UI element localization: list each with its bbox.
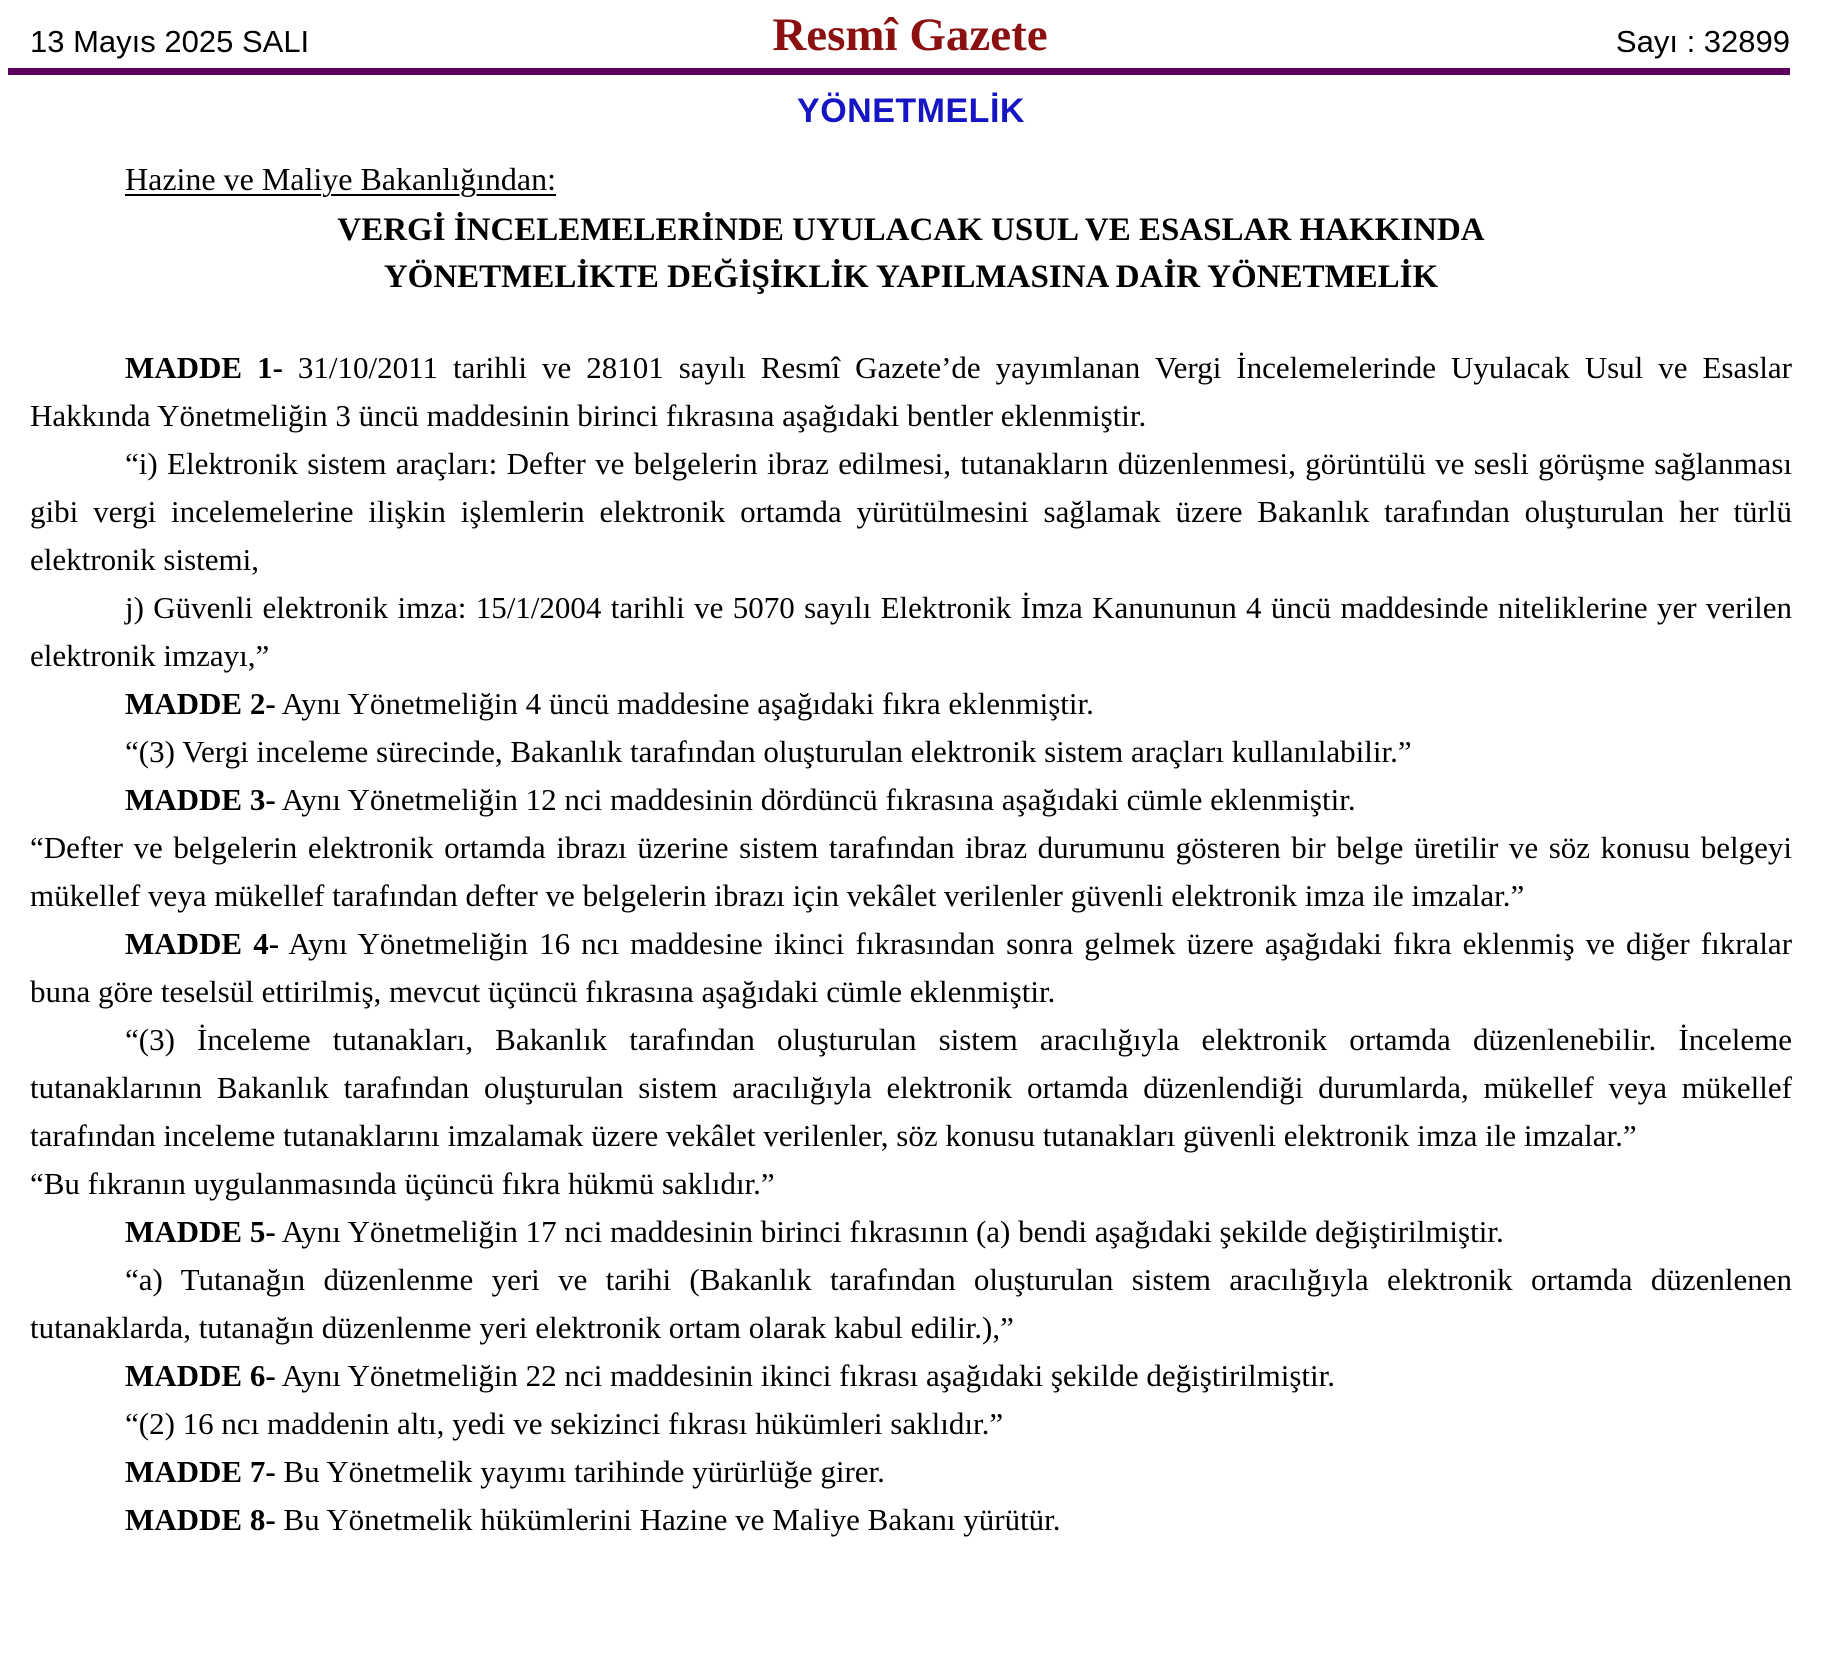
article-1-clause-i-text: “i) Elektronik sistem araçları: Defter ve belgelerin ibraz edilmesi, tutanakların düzenlenmesi, görüntülü ve sesli görüşme sağlanması gibi vergi incelemelerine ilişkin işlemlerin elektronik ortamda yürütülmesini sağlamak üzere Bakanlık tarafından oluşturulan her türlü elektronik sistemi, [30, 446, 1792, 577]
gazette-title: Resmî Gazete [772, 9, 1048, 61]
article-1 [30, 344, 1792, 440]
article-3 [30, 776, 1792, 824]
article-8 [30, 1496, 1792, 1544]
article-4-label: MADDE 4- [125, 926, 280, 961]
article-3-label: MADDE 3- [125, 782, 276, 817]
article-6-clause-text: “(2) 16 ncı maddenin altı, yedi ve sekizinci fıkrası hükümleri saklıdır.” [125, 1406, 1004, 1441]
article-5-clause-text: “a) Tutanağın düzenlenme yeri ve tarihi (Bakanlık tarafından oluşturulan sistem aracılığıyla elektronik ortamda düzenlenen tutanaklarda, tutanağın düzenlenme yeri elektronik ortam olarak kabul edilir.),” [30, 1262, 1792, 1345]
article-1-label: MADDE 1- [125, 350, 283, 385]
article-1-clause-j-text: j) Güvenli elektronik imza: 15/1/2004 tarihli ve 5070 sayılı Elektronik İmza Kanununun 4 üncü maddesinde niteliklerine yer verilen elektronik imzayı,” [30, 590, 1792, 673]
regulation-title [0, 207, 1822, 301]
ministry-line [30, 161, 1792, 198]
section-heading: YÖNETMELİK [797, 92, 1025, 130]
article-5-clause [30, 1256, 1792, 1352]
article-5 [30, 1208, 1792, 1256]
regulation-body [30, 344, 1792, 1544]
article-4-clause-text: “(3) İnceleme tutanakları, Bakanlık tarafından oluşturulan sistem aracılığıyla elektronik ortamda düzenlenebilir. İnceleme tutanaklarının Bakanlık tarafından oluşturulan sistem aracılığıyla elektronik ortamda düzenlendiği durumlarda, mükellef veya mükellef tarafından inceleme tutanaklarını imzalamak üzere vekâlet verilenler, söz konusu tutanakları güvenli elektronik imza ile imzalar.” [30, 1022, 1792, 1153]
article-4-clause2-text: “Bu fıkranın uygulanmasında üçüncü fıkra hükmü saklıdır.” [30, 1166, 775, 1201]
article-1-text: 31/10/2011 tarihli ve 28101 sayılı Resmî Gazete’de yayımlanan Vergi İncelemelerinde Uyulacak Usul ve Esaslar Hakkında Yönetmeliğin 3 üncü maddesinin birinci fıkrasına aşağıdaki bentler eklenmiştir. [30, 350, 1793, 433]
article-8-label: MADDE 8- [125, 1502, 276, 1537]
masthead-divider [8, 68, 1790, 75]
article-2-clause [30, 728, 1792, 776]
article-2-text: Aynı Yönetmeliğin 4 üncü maddesine aşağıdaki fıkra eklenmiştir. [275, 686, 1094, 721]
article-2 [30, 680, 1792, 728]
article-4 [30, 920, 1792, 1016]
article-6-clause [30, 1400, 1792, 1448]
article-1-clause-i [30, 440, 1792, 584]
article-4-clause2 [30, 1160, 1792, 1208]
article-2-clause-text: “(3) Vergi inceleme sürecinde, Bakanlık tarafından oluşturulan elektronik sistem araçları kullanılabilir.” [125, 734, 1412, 769]
article-7-label: MADDE 7- [125, 1454, 276, 1489]
article-6-text: Aynı Yönetmeliğin 22 nci maddesinin ikinci fıkrası aşağıdaki şekilde değiştirilmiştir. [275, 1358, 1335, 1393]
regulation-title-line1: VERGİ İNCELEMELERİNDE UYULACAK USUL VE ESASLAR HAKKINDA [337, 212, 1485, 248]
article-2-label: MADDE 2- [125, 686, 276, 721]
article-5-label: MADDE 5- [125, 1214, 276, 1249]
article-4-text: Aynı Yönetmeliğin 16 ncı maddesine ikinci fıkrasından sonra gelmek üzere aşağıdaki fıkra eklenmiş ve diğer fıkralar buna göre teselsül ettirilmiş, mevcut üçüncü fıkrasına aşağıdaki cümle eklenmiştir. [30, 926, 1793, 1009]
article-3-text: Aynı Yönetmeliğin 12 nci maddesinin dördüncü fıkrasına aşağıdaki cümle eklenmiştir. [275, 782, 1356, 817]
regulation-title-line2: YÖNETMELİKTE DEĞİŞİKLİK YAPILMASINA DAİR YÖNETMELİK [383, 259, 1439, 295]
ministry-name: Hazine ve Maliye Bakanlığından: [125, 161, 556, 197]
article-7 [30, 1448, 1792, 1496]
article-3-clause [30, 824, 1792, 920]
article-6 [30, 1352, 1792, 1400]
issue-number: Sayı : 32899 [1615, 23, 1790, 59]
masthead [0, 0, 1822, 59]
article-8-text: Bu Yönetmelik hükümlerini Hazine ve Maliye Bakanı yürütür. [275, 1502, 1061, 1537]
article-3-clause-text: “Defter ve belgelerin elektronik ortamda ibrazı üzerine sistem tarafından ibraz durumunu gösteren bir belge üretilir ve söz konusu belgeyi mükellef veya mükellef tarafından defter ve belgelerin ibrazı için vekâlet verilenler güvenli elektronik imza ile imzalar.” [30, 830, 1792, 913]
article-1-clause-j [30, 584, 1792, 680]
article-7-text: Bu Yönetmelik yayımı tarihinde yürürlüğe girer. [275, 1454, 885, 1489]
issue-date: 13 Mayıs 2025 SALI [30, 23, 310, 59]
article-5-text: Aynı Yönetmeliğin 17 nci maddesinin birinci fıkrasının (a) bendi aşağıdaki şekilde değiştirilmiştir. [275, 1214, 1504, 1249]
article-4-clause [30, 1016, 1792, 1160]
article-6-label: MADDE 6- [125, 1358, 276, 1393]
